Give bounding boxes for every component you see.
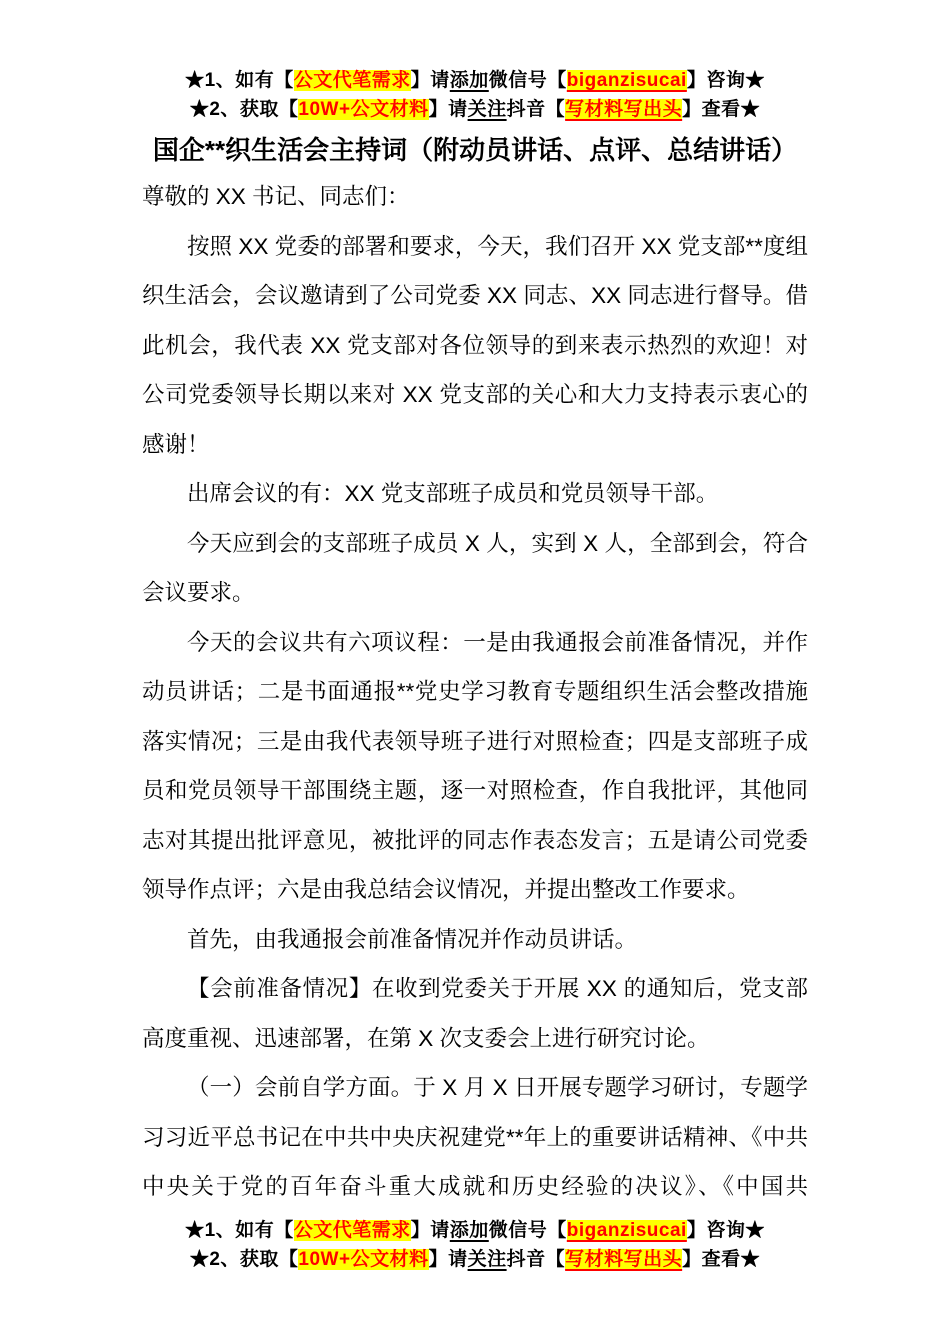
paragraph-self-study: （一）会前自学方面。于 X 月 X 日开展专题学习研讨，专题学习习近平总书记在中共中央庆祝建党**年上的重要讲话精神、《中共中央关于党的百年奋斗重大成就和历史经验的决议》、《中国共 xyxy=(142,1075,808,1199)
promo-line2-suffix: 】查看★ xyxy=(682,1249,761,1270)
promo-action-follow: 关注 xyxy=(467,1249,507,1270)
promo-action-add: 添加 xyxy=(449,1220,489,1241)
promo-line1-mid1: 】请 xyxy=(410,70,450,91)
promo-keyword-writing-service: 公文代笔需求 xyxy=(293,70,411,91)
document-title: 国企**织生活会主持词（附动员讲话、点评、总结讲话） xyxy=(152,135,798,165)
promo-line1-mid2: 微信号【 xyxy=(488,1220,567,1241)
promo-wechat-id: biganzisucai xyxy=(566,70,687,91)
promo-keyword-materials: 10W+公文材料 xyxy=(298,99,429,120)
promo-line2-mid2: 抖音【 xyxy=(506,1249,566,1270)
promo-line2-mid1: 】请 xyxy=(428,99,468,120)
promo-line2-mid2: 抖音【 xyxy=(506,99,566,120)
promo-line2-suffix: 】查看★ xyxy=(682,99,761,120)
promo-header-line-1 xyxy=(0,66,950,95)
promo-action-follow: 关注 xyxy=(467,99,507,120)
paragraph-agenda: 今天的会议共有六项议程：一是由我通报会前准备情况，并作动员讲话；二是书面通报**党史学习教育专题组织生活会整改措施落实情况；三是由我代表领导班子进行对照检查；四是支部班子成员和党员领导干部围绕主题，逐一对照检查，作自我批评，其他同志对其提出批评意见，被批评的同志作表态发言；五是请公司党委领导作点评；六是由我总结会议情况，并提出整改工作要求。 xyxy=(142,629,808,902)
promo-header-line-2 xyxy=(0,95,950,124)
promo-line1-suffix: 】咨询★ xyxy=(686,70,765,91)
promo-action-add: 添加 xyxy=(449,70,489,91)
promo-footer xyxy=(0,1216,950,1274)
promo-header xyxy=(0,66,950,124)
promo-footer-line-2 xyxy=(0,1245,950,1274)
promo-douyin-name: 写材料写出头 xyxy=(565,1249,683,1270)
promo-keyword-writing-service: 公文代笔需求 xyxy=(293,1220,411,1241)
paragraph-greeting: 尊敬的 XX 书记、同志们： xyxy=(142,184,410,209)
promo-line1-prefix: ★1、如有【 xyxy=(185,1220,294,1241)
promo-line1-suffix: 】咨询★ xyxy=(686,1220,765,1241)
paragraph-preparation: 【会前准备情况】在收到党委关于开展 XX 的通知后，党支部高度重视、迅速部署，在第 X 次支委会上进行研究讨论。 xyxy=(142,976,808,1051)
promo-line2-prefix: ★2、获取【 xyxy=(189,99,299,120)
paragraph-first-item: 首先，由我通报会前准备情况并作动员讲话。 xyxy=(187,926,638,952)
promo-line2-prefix: ★2、获取【 xyxy=(189,1249,299,1270)
document-body xyxy=(142,172,808,1212)
promo-wechat-id: biganzisucai xyxy=(566,1220,687,1241)
paragraph-attendees: 出席会议的有：XX 党支部班子成员和党员领导干部。 xyxy=(187,481,719,506)
promo-line2-mid1: 】请 xyxy=(428,1249,468,1270)
promo-keyword-materials: 10W+公文材料 xyxy=(298,1249,429,1270)
promo-footer-line-1 xyxy=(0,1216,950,1245)
promo-line1-mid2: 微信号【 xyxy=(488,70,567,91)
paragraph-opening: 按照 XX 党委的部署和要求，今天，我们召开 XX 党支部**度组织生活会，会议邀请到了公司党委 XX 同志、XX 同志进行督导。借此机会，我代表 XX 党支部对各位领导的到来表示热烈的欢迎！对公司党委领导长期以来对 XX 党支部的关心和大力支持表示衷心的感谢！ xyxy=(142,233,808,457)
promo-line1-mid1: 】请 xyxy=(410,1220,450,1241)
promo-line1-prefix: ★1、如有【 xyxy=(185,70,294,91)
paragraph-attendance-count: 今天应到会的支部班子成员 X 人，实到 X 人，全部到会，符合会议要求。 xyxy=(142,530,808,605)
promo-douyin-name: 写材料写出头 xyxy=(565,99,683,120)
